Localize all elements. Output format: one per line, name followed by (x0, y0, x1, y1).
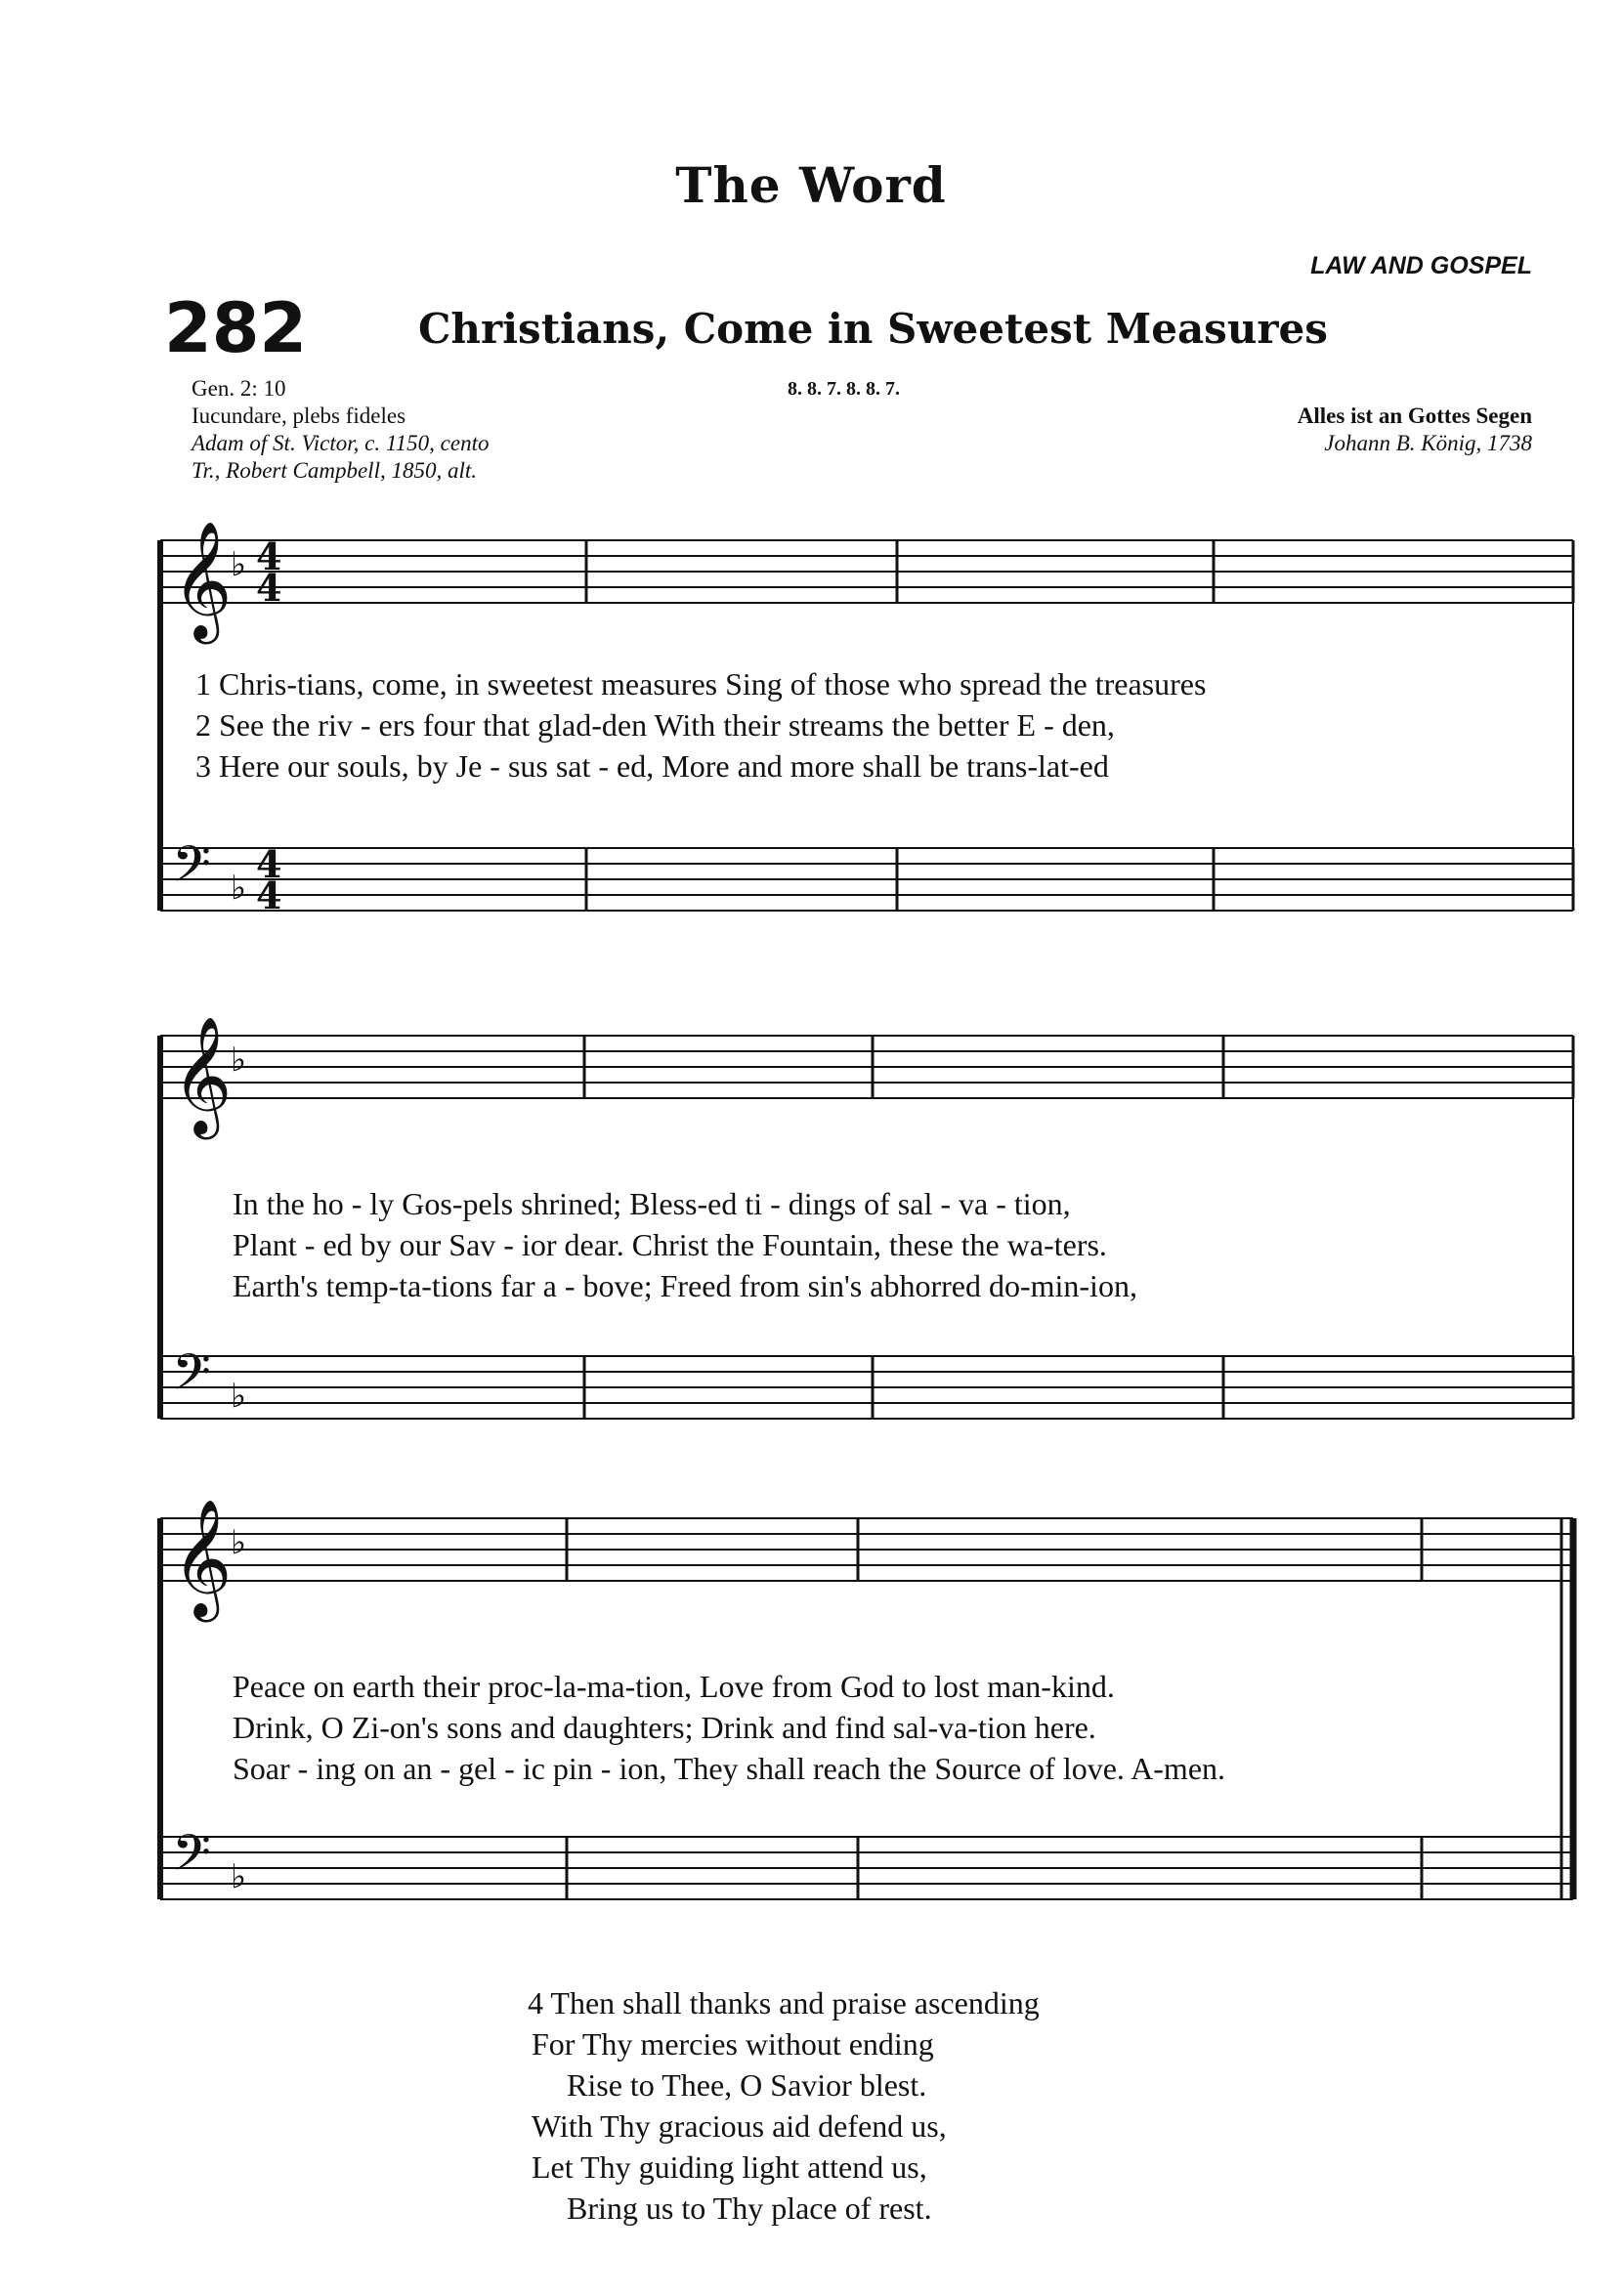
hymn-number: 282 (164, 288, 308, 368)
lyric-line: Peace on earth their proc-la-ma-tion, Love from God to lost man-kind. (233, 1669, 1115, 1704)
composer-credit: Johann B. König, 1738 (1324, 431, 1532, 455)
verse-line: Let Thy guiding light attend us, (532, 2149, 927, 2185)
tune-name: Alles ist an Gottes Segen (1297, 404, 1532, 428)
translator-credit: Tr., Robert Campbell, 1850, alt. (192, 458, 477, 483)
flat-icon: ♭ (231, 1523, 247, 1562)
hymn-title: Christians, Come in Sweetest Measures (418, 305, 1328, 353)
time-signature: 4 (256, 534, 282, 578)
latin-title: Iucundare, plebs fideles (192, 404, 406, 428)
flat-icon: ♭ (231, 869, 247, 908)
time-signature: 4 (256, 566, 282, 610)
section-title: The Word (675, 156, 947, 214)
lyric-line: Plant - ed by our Sav - ior dear. Christ the Fountain, these the wa-ters. (233, 1227, 1107, 1262)
verse-line: Bring us to Thy place of rest. (567, 2190, 932, 2226)
meter: 8. 8. 7. 8. 8. 7. (788, 378, 900, 400)
verse-line: 4 Then shall thanks and praise ascending (528, 1985, 1040, 2020)
verse-line: With Thy gracious aid defend us, (532, 2108, 947, 2144)
lyric-line: 2 See the riv - ers four that glad-den With their streams the better E - den, (195, 707, 1115, 743)
treble-clef-icon: 𝄞 (172, 520, 233, 639)
flat-icon: ♭ (231, 1857, 247, 1896)
bass-clef-icon: 𝄢 (172, 1342, 211, 1414)
treble-clef-icon: 𝄞 (172, 1498, 233, 1617)
lyric-line: 1 Chris-tians, come, in sweetest measures Sing of those who spread the treasures (195, 666, 1207, 702)
lyric-line: Earth's temp-ta-tions far a - bove; Freed from sin's abhorred do-min-ion, (233, 1268, 1137, 1303)
bass-clef-icon: 𝄢 (172, 834, 211, 906)
verse-line: For Thy mercies without ending (532, 2026, 934, 2062)
lyric-line: Soar - ing on an - gel - ic pin - ion, They shall reach the Source of love. A-men. (233, 1751, 1226, 1786)
lyric-line: In the ho - ly Gos-pels shrined; Bless-ed ti - dings of sal - va - tion, (233, 1186, 1071, 1221)
scripture-reference: Gen. 2: 10 (192, 376, 286, 401)
category-label: LAW AND GOSPEL (1310, 252, 1532, 279)
bass-clef-icon: 𝄢 (172, 1823, 211, 1894)
time-signature: 4 (256, 842, 282, 886)
verse-line: Rise to Thee, O Savior blest. (567, 2067, 927, 2103)
flat-icon: ♭ (231, 1041, 247, 1080)
author-credit: Adam of St. Victor, c. 1150, cento (192, 431, 490, 455)
flat-icon: ♭ (231, 545, 247, 584)
lyric-line: Drink, O Zi-on's sons and daughters; Drink and find sal-va-tion here. (233, 1710, 1096, 1745)
treble-clef-icon: 𝄞 (172, 1015, 233, 1134)
lyric-line: 3 Here our souls, by Je - sus sat - ed, More and more shall be trans-lat-ed (195, 748, 1109, 784)
flat-icon: ♭ (231, 1377, 247, 1416)
time-signature: 4 (256, 873, 282, 917)
